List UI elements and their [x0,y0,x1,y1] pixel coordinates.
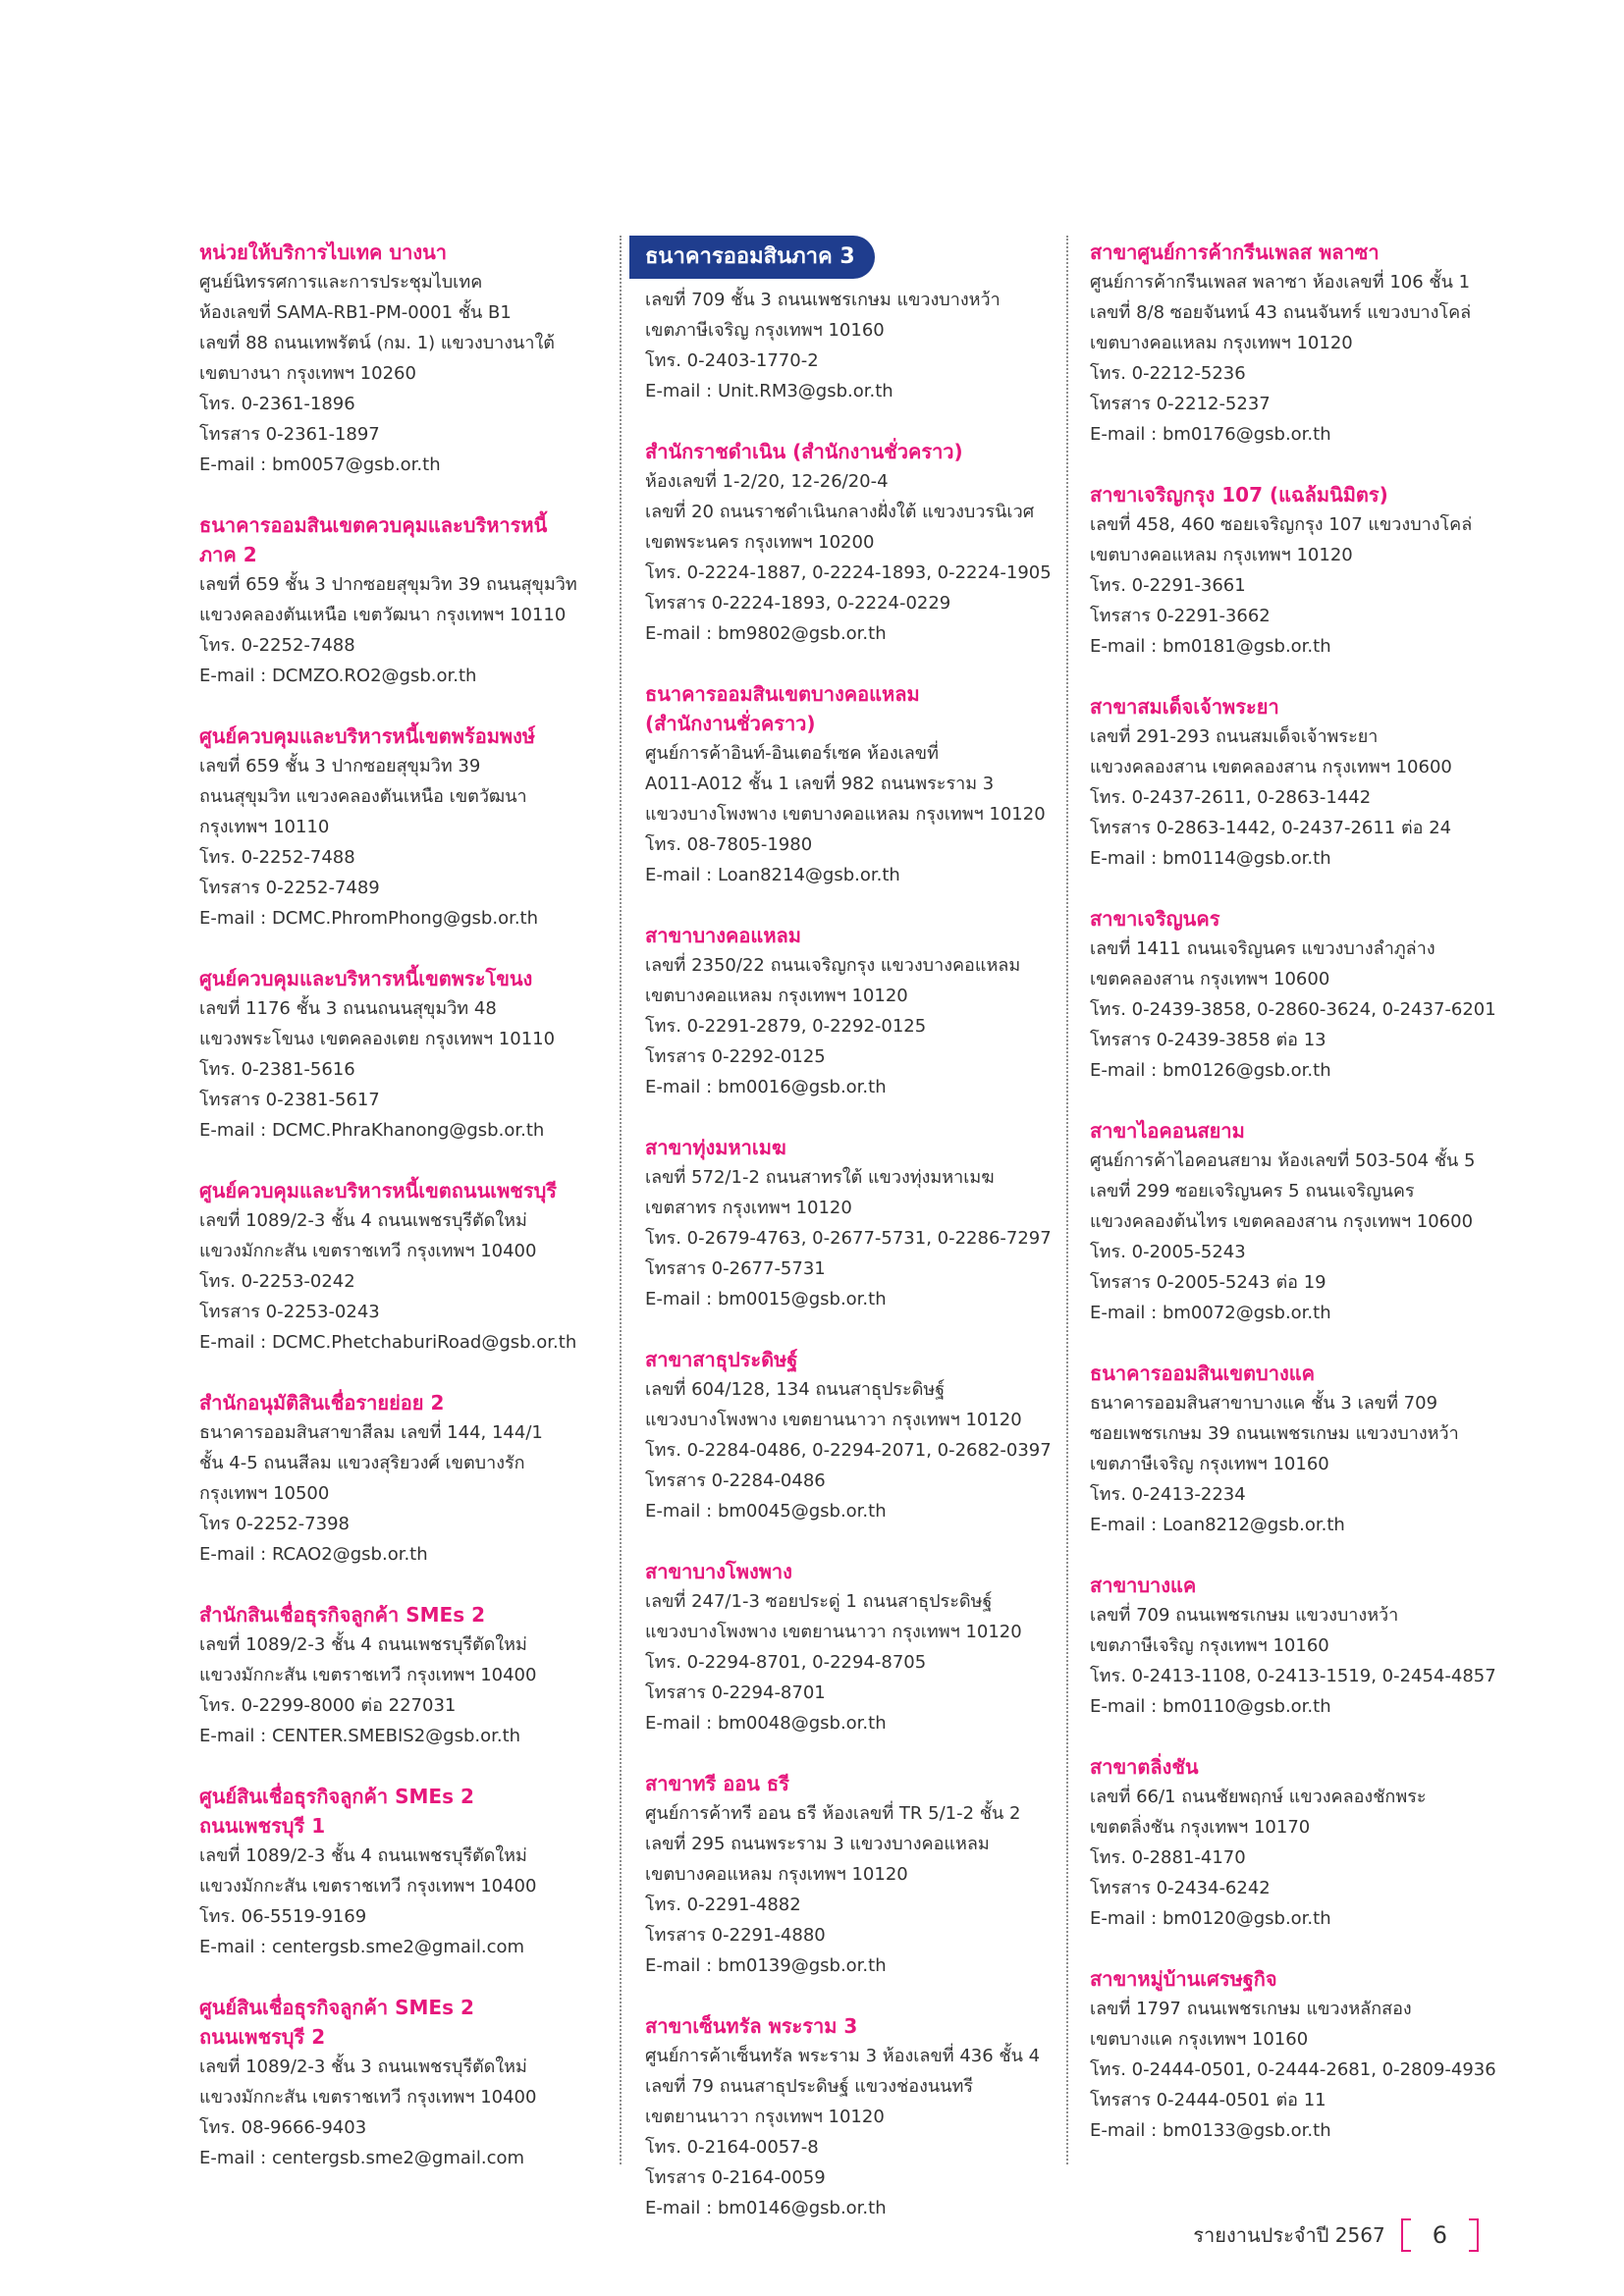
entry-line: เขตบางแค กรุงเทพฯ 10160 [1090,2029,1309,2050]
entry-line: แขวงบางโพงพาง เขตยานนาวา กรุงเทพฯ 10120 [645,1622,1022,1642]
entry-title: ศูนย์ควบคุมและบริหารหนี้เขตถนนเพชรบุรี [199,1179,558,1202]
entry-title: สาขาเจริญกรุง 107 (แฉล้มนิมิตร) [1090,483,1388,507]
entry-line: โทร. 0-2284-0486, 0-2294-2071, 0-2682-0397 [645,1440,1052,1461]
entry-email: E-mail : bm0146@gsb.or.th [645,2198,887,2218]
report-title: รายงานประจำปี 2567 [1193,2223,1385,2247]
bracket-left-icon [1401,2218,1411,2252]
entry-line: กรุงเทพฯ 10500 [199,1483,330,1504]
entry-line: เลขที่ 8/8 ซอยจันทน์ 43 ถนนจันทร์ แขวงบางโคล่ [1090,302,1472,323]
entry-title: หน่วยให้บริการไบเทค บางนา [199,240,447,264]
entry-title: ศูนย์ควบคุมและบริหารหนี้เขตพร้อมพงษ์ [199,724,536,748]
entry-line: โทรสาร 0-2224-1893, 0-2224-0229 [645,593,951,614]
entry-line: แขวงพระโขนง เขตคลองเตย กรุงเทพฯ 10110 [199,1029,556,1049]
entry-line: โทร. 0-2291-4882 [645,1895,801,1915]
entry-line: เลขที่ 709 ถนนเพชรเกษม แขวงบางหว้า [1090,1605,1399,1626]
contact-entry [1090,904,1522,1086]
entry-line: โทรสาร 0-2439-3858 ต่อ 13 [1090,1030,1326,1050]
contact-entry [1090,1964,1522,2146]
entry-title: สาขาทุ่งมหาเมฆ [645,1136,786,1159]
entry-title: สาขาศูนย์การค้ากรีนเพลส พลาซา [1090,240,1380,264]
entry-line: ศูนย์การค้าเซ็นทรัล พระราม 3 ห้องเลขที่ 436 ชั้น 4 [645,2046,1041,2066]
entry-email: E-mail : bm0126@gsb.or.th [1090,1060,1331,1081]
entry-line: โทร. 0-2679-4763, 0-2677-5731, 0-2286-7297 [645,1228,1052,1249]
contact-entry [199,510,631,691]
entry-email: E-mail : bm9802@gsb.or.th [645,623,887,644]
contact-entry [199,1176,631,1358]
entry-line: เลขที่ 291-293 ถนนสมเด็จเจ้าพระยา [1090,726,1379,747]
contact-entry [199,1993,631,2173]
entry-email: E-mail : bm0045@gsb.or.th [645,1501,887,1522]
entry-line: ศูนย์การค้าอินท์-อินเตอร์เซค ห้องเลขที่ [645,743,939,764]
contact-entry [1090,1359,1522,1540]
entry-line: โทรสาร 0-2252-7489 [199,878,380,898]
entry-line: โทร. 0-2299-8000 ต่อ 227031 [199,1695,457,1716]
entry-title: ธนาคารออมสินเขตบางแค [1090,1362,1316,1385]
column-3 [1090,238,1522,2176]
entry-line: แขวงคลองต้นไทร เขตคลองสาน กรุงเทพฯ 10600 [1090,1211,1474,1232]
entry-line: โทร. 0-2361-1896 [199,394,355,414]
contact-entry [645,921,1077,1102]
entry-email: E-mail : centergsb.sme2@gmail.com [199,1937,525,1957]
contact-entry [645,1345,1077,1526]
entry-line: เขตภาษีเจริญ กรุงเทพฯ 10160 [1090,1454,1329,1474]
entry-title: ศูนย์สินเชื่อธุรกิจลูกค้า SMEs 2 [199,1785,474,1808]
entry-title: สาขาสมเด็จเจ้าพระยา [1090,695,1279,719]
entry-line: โทร. 0-2881-4170 [1090,1847,1246,1868]
entry-email: E-mail : bm0139@gsb.or.th [645,1955,887,1976]
entry-line: เลขที่ 1089/2-3 ชั้น 4 ถนนเพชรบุรีตัดใหม่ [199,1845,527,1866]
entry-title: สาขาเจริญนคร [1090,907,1220,931]
entry-line: เลขที่ 458, 460 ซอยเจริญกรุง 107 แขวงบางโคล่ [1090,514,1473,535]
contact-entry [199,1782,631,1962]
entry-email: E-mail : Unit.RM3@gsb.or.th [645,381,893,401]
entry-line: โทร. 0-2291-3661 [1090,575,1246,596]
entry-line: โทรสาร 0-2381-5617 [199,1090,380,1110]
entry-line: เลขที่ 2350/22 ถนนเจริญกรุง แขวงบางคอแหลม [645,955,1021,976]
contact-entry [645,2011,1077,2223]
entry-email: E-mail : bm0133@gsb.or.th [1090,2120,1331,2141]
column-divider [620,236,622,2164]
entry-line: โทรสาร 0-2677-5731 [645,1258,826,1279]
entry-line: โทร. 0-2212-5236 [1090,363,1246,384]
entry-line: โทรสาร 0-2361-1897 [199,424,380,445]
entry-line: เลขที่ 88 ถนนเทพรัตน์ (กม. 1) แขวงบางนาใต้ [199,333,555,353]
entry-title: ภาค 2 [199,543,257,566]
contact-entry [199,964,631,1146]
entry-line: แขวงมักกะสัน เขตราชเทวี กรุงเทพฯ 10400 [199,1241,537,1261]
entry-line: โทรสาร 0-2212-5237 [1090,394,1271,414]
contact-entry [645,285,1077,406]
entry-email: E-mail : DCMZO.RO2@gsb.or.th [199,666,477,686]
entry-email: E-mail : bm0181@gsb.or.th [1090,636,1331,657]
entry-title: (สำนักงานชั่วคราว) [645,712,816,735]
entry-title: สาขาบางคอแหลม [645,924,801,947]
entry-title: สาขาบางโพงพาง [645,1560,792,1583]
entry-title: สำนักสินเชื่อธุรกิจลูกค้า SMEs 2 [199,1603,485,1627]
column-2 [645,236,1077,2254]
entry-email: E-mail : bm0057@gsb.or.th [199,454,441,475]
entry-email: E-mail : bm0016@gsb.or.th [645,1077,887,1097]
entry-email: E-mail : bm0176@gsb.or.th [1090,424,1331,445]
entry-line: เขตบางคอแหลม กรุงเทพฯ 10120 [645,986,908,1006]
entry-line: โทร. 0-2253-0242 [199,1271,355,1292]
entry-line: เลขที่ 299 ซอยเจริญนคร 5 ถนนเจริญนคร [1090,1181,1415,1201]
entry-line: ชั้น 4-5 ถนนสีลม แขวงสุริยวงศ์ เขตบางรัก [199,1453,525,1473]
entry-email: E-mail : Loan8212@gsb.or.th [1090,1515,1345,1535]
contact-entry [645,679,1077,890]
contact-entry [199,721,631,934]
entry-email: E-mail : CENTER.SMEBIS2@gsb.or.th [199,1726,521,1746]
entry-line: แขวงบางโพงพาง เขตบางคอแหลม กรุงเทพฯ 10120 [645,804,1046,825]
entry-line: เลขที่ 659 ชั้น 3 ปากซอยสุขุมวิท 39 ถนนสุขุมวิท [199,574,577,595]
entry-email: E-mail : bm0015@gsb.or.th [645,1289,887,1309]
entry-title: สาขาบางแค [1090,1574,1197,1597]
column-divider [1066,236,1068,2164]
entry-title: สาขาเซ็นทรัล พระราม 3 [645,2014,858,2038]
entry-line: เขตคลองสาน กรุงเทพฯ 10600 [1090,969,1330,989]
entry-line: เลขที่ 1089/2-3 ชั้น 3 ถนนเพชรบุรีตัดใหม่ [199,2056,527,2077]
entry-line: เลขที่ 1176 ชั้น 3 ถนนถนนสุขุมวิท 48 [199,998,497,1019]
entry-title: สาขาทรี ออน ธรี [645,1772,789,1795]
entry-line: เขตพระนคร กรุงเทพฯ 10200 [645,532,875,553]
entry-line: เขตภาษีเจริญ กรุงเทพฯ 10160 [645,320,885,341]
contact-entry [645,437,1077,649]
entry-line: เลขที่ 709 ชั้น 3 ถนนเพชรเกษม แขวงบางหว้า [645,290,1001,310]
entry-line: โทรสาร 0-2253-0243 [199,1302,380,1322]
entry-line: เลขที่ 659 ชั้น 3 ปากซอยสุขุมวิท 39 [199,756,481,776]
entry-line: โทรสาร 0-2164-0059 [645,2167,826,2188]
entry-email: E-mail : DCMC.PhetchaburiRoad@gsb.or.th [199,1332,577,1353]
entry-line: โทร. 0-2413-2234 [1090,1484,1246,1505]
entry-line: ศูนย์การค้าทรี ออน ธรี ห้องเลขที่ TR 5/1-2 ชั้น 2 [645,1803,1021,1824]
entry-line: ศูนย์นิทรรศการและการประชุมไบเทค [199,272,483,293]
entry-line: เขตบางคอแหลม กรุงเทพฯ 10120 [645,1864,908,1885]
entry-line: A011-A012 ชั้น 1 เลขที่ 982 ถนนพระราม 3 [645,774,995,794]
entry-line: ธนาคารออมสินสาขาสีลม เลขที่ 144, 144/1 [199,1422,543,1443]
contact-entry [1090,1752,1522,1934]
entry-title: ธนาคารออมสินเขตบางคอแหลม [645,682,920,706]
page-number: 6 [1432,2221,1447,2249]
entry-line: เลขที่ 66/1 ถนนชัยพฤกษ์ แขวงคลองชักพระ [1090,1787,1427,1807]
entry-title: ศูนย์ควบคุมและบริหารหนี้เขตพระโขนง [199,967,533,990]
contact-entry [1090,1116,1522,1328]
entry-email: E-mail : DCMC.PhraKhanong@gsb.or.th [199,1120,545,1141]
entry-title: สาขาหมู่บ้านเศรษฐกิจ [1090,1967,1277,1991]
entry-line: เขตภาษีเจริญ กรุงเทพฯ 10160 [1090,1635,1329,1656]
entry-line: โทร. 08-9666-9403 [199,2117,367,2138]
contact-entry [199,1600,631,1751]
entry-line: โทร. 0-2444-0501, 0-2444-2681, 0-2809-4936 [1090,2059,1496,2080]
entry-line: โทร. 0-2252-7488 [199,847,355,868]
entry-line: แขวงคลองตันเหนือ เขตวัฒนา กรุงเทพฯ 10110 [199,605,567,625]
entry-line: โทร. 0-2413-1108, 0-2413-1519, 0-2454-4857 [1090,1666,1496,1686]
entry-title: ธนาคารออมสินเขตควบคุมและบริหารหนี้ [199,513,548,537]
entry-line: โทร. 0-2224-1887, 0-2224-1893, 0-2224-1905 [645,562,1052,583]
entry-line: โทรสาร 0-2294-8701 [645,1682,826,1703]
entry-line: ห้องเลขที่ SAMA-RB1-PM-0001 ชั้น B1 [199,302,512,323]
entry-title: สาขาสาธุประดิษฐ์ [645,1348,798,1371]
entry-title: สาขาตลิ่งชัน [1090,1755,1199,1779]
contact-entry [199,1388,631,1570]
column-1 [199,238,631,2204]
entry-line: แขวงมักกะสัน เขตราชเทวี กรุงเทพฯ 10400 [199,1876,537,1896]
entry-line: เขตบางคอแหลม กรุงเทพฯ 10120 [1090,333,1353,353]
entry-line: โทร. 0-2403-1770-2 [645,350,819,371]
entry-line: เลขที่ 604/128, 134 ถนนสาธุประดิษฐ์ [645,1379,946,1400]
entry-line: โทร. 0-2252-7488 [199,635,355,656]
contact-entry [1090,238,1522,450]
entry-line: เลขที่ 1089/2-3 ชั้น 4 ถนนเพชรบุรีตัดใหม่ [199,1210,527,1231]
entry-line: ซอยเพชรเกษม 39 ถนนเพชรเกษม แขวงบางหว้า [1090,1423,1459,1444]
entry-line: โทร 0-2252-7398 [199,1514,350,1534]
entry-line: โทรสาร 0-2291-3662 [1090,606,1271,626]
entry-line: เลขที่ 295 ถนนพระราม 3 แขวงบางคอแหลม [645,1834,990,1854]
entry-line: แขวงคลองสาน เขตคลองสาน กรุงเทพฯ 10600 [1090,757,1452,777]
entry-line: โทร. 06-5519-9169 [199,1906,367,1927]
entry-line: โทร. 0-2437-2611, 0-2863-1442 [1090,787,1372,808]
entry-line: โทรสาร 0-2284-0486 [645,1470,826,1491]
entry-line: เลขที่ 1411 ถนนเจริญนคร แขวงบางลำภูล่าง [1090,938,1435,959]
contact-entry [1090,692,1522,874]
entry-email: E-mail : RCAO2@gsb.or.th [199,1544,428,1565]
bracket-right-icon [1469,2218,1479,2252]
entry-email: E-mail : bm0048@gsb.or.th [645,1713,887,1734]
entry-line: กรุงเทพฯ 10110 [199,817,330,837]
entry-title: สำนักอนุมัติสินเชื่อรายย่อย 2 [199,1391,445,1415]
entry-line: โทร. 08-7805-1980 [645,834,813,855]
entry-line: โทร. 0-2005-5243 [1090,1242,1246,1262]
entry-line: ห้องเลขที่ 1-2/20, 12-26/20-4 [645,471,889,492]
section-header-badge: ธนาคารออมสินภาค 3 [629,236,875,279]
entry-line: โทรสาร 0-2444-0501 ต่อ 11 [1090,2090,1326,2110]
entry-line: โทรสาร 0-2005-5243 ต่อ 19 [1090,1272,1326,1293]
entry-line: โทร. 0-2164-0057-8 [645,2137,819,2158]
entry-line: แขวงมักกะสัน เขตราชเทวี กรุงเทพฯ 10400 [199,2087,537,2108]
entry-email: E-mail : bm0072@gsb.or.th [1090,1303,1331,1323]
entry-email: E-mail : bm0110@gsb.or.th [1090,1696,1331,1717]
entry-line: เลขที่ 79 ถนนสาธุประดิษฐ์ แขวงช่องนนทรี [645,2076,974,2097]
entry-line: เลขที่ 1089/2-3 ชั้น 4 ถนนเพชรบุรีตัดใหม่ [199,1634,527,1655]
entry-title: สำนักราชดำเนิน (สำนักงานชั่วคราว) [645,440,963,463]
entry-line: เลขที่ 247/1-3 ซอยประดู่ 1 ถนนสาธุประดิษฐ์ [645,1591,993,1612]
contact-entry [199,238,631,480]
entry-line: ถนนสุขุมวิท แขวงคลองตันเหนือ เขตวัฒนา [199,786,527,807]
entry-line: เลขที่ 20 ถนนราชดำเนินกลางฝั่งใต้ แขวงบวรนิเวศ [645,502,1035,522]
contact-entry [1090,1571,1522,1722]
entry-line: เขตบางนา กรุงเทพฯ 10260 [199,363,416,384]
entry-email: E-mail : bm0114@gsb.or.th [1090,848,1331,869]
entry-line: โทรสาร 0-2863-1442, 0-2437-2611 ต่อ 24 [1090,818,1452,838]
entry-line: แขวงบางโพงพาง เขตยานนาวา กรุงเทพฯ 10120 [645,1410,1022,1430]
entry-line: เลขที่ 572/1-2 ถนนสาทรใต้ แขวงทุ่งมหาเมฆ [645,1167,995,1188]
entry-title: ถนนเพชรบุรี 1 [199,1814,326,1838]
page-footer [1193,2216,1479,2255]
entry-title: ถนนเพชรบุรี 2 [199,2025,326,2049]
entry-line: แขวงมักกะสัน เขตราชเทวี กรุงเทพฯ 10400 [199,1665,537,1685]
entry-line: เขตบางคอแหลม กรุงเทพฯ 10120 [1090,545,1353,565]
entry-title: สาขาไอคอนสยาม [1090,1119,1245,1143]
entry-line: โทร. 0-2291-2879, 0-2292-0125 [645,1016,927,1037]
entry-email: E-mail : centergsb.sme2@gmail.com [199,2148,525,2168]
entry-line: ศูนย์การค้ากรีนเพลส พลาซา ห้องเลขที่ 106 ชั้น 1 [1090,272,1471,293]
entry-line: โทร. 0-2294-8701, 0-2294-8705 [645,1652,927,1673]
entry-email: E-mail : bm0120@gsb.or.th [1090,1908,1331,1929]
entry-title: ศูนย์สินเชื่อธุรกิจลูกค้า SMEs 2 [199,1996,474,2019]
entry-email: E-mail : DCMC.PhromPhong@gsb.or.th [199,908,539,929]
entry-line: โทรสาร 0-2434-6242 [1090,1878,1271,1898]
entry-line: เขตยานนาวา กรุงเทพฯ 10120 [645,2107,885,2127]
entry-line: ธนาคารออมสินสาขาบางแค ชั้น 3 เลขที่ 709 [1090,1393,1438,1414]
entry-line: เขตตลิ่งชัน กรุงเทพฯ 10170 [1090,1817,1311,1838]
contact-entry [645,1769,1077,1981]
entry-email: E-mail : Loan8214@gsb.or.th [645,865,900,885]
entry-line: เขตสาทร กรุงเทพฯ 10120 [645,1198,852,1218]
entry-line: โทรสาร 0-2291-4880 [645,1925,826,1946]
entry-line: โทร. 0-2439-3858, 0-2860-3624, 0-2437-6201 [1090,999,1496,1020]
entry-line: โทรสาร 0-2292-0125 [645,1046,826,1067]
entry-line: เลขที่ 1797 ถนนเพชรเกษม แขวงหลักสอง [1090,1999,1412,2019]
entry-line: โทร. 0-2381-5616 [199,1059,355,1080]
contact-entry [1090,480,1522,662]
entry-line: ศูนย์การค้าไอคอนสยาม ห้องเลขที่ 503-504 ชั้น 5 [1090,1150,1476,1171]
contact-entry [645,1133,1077,1314]
contact-entry [645,1557,1077,1738]
